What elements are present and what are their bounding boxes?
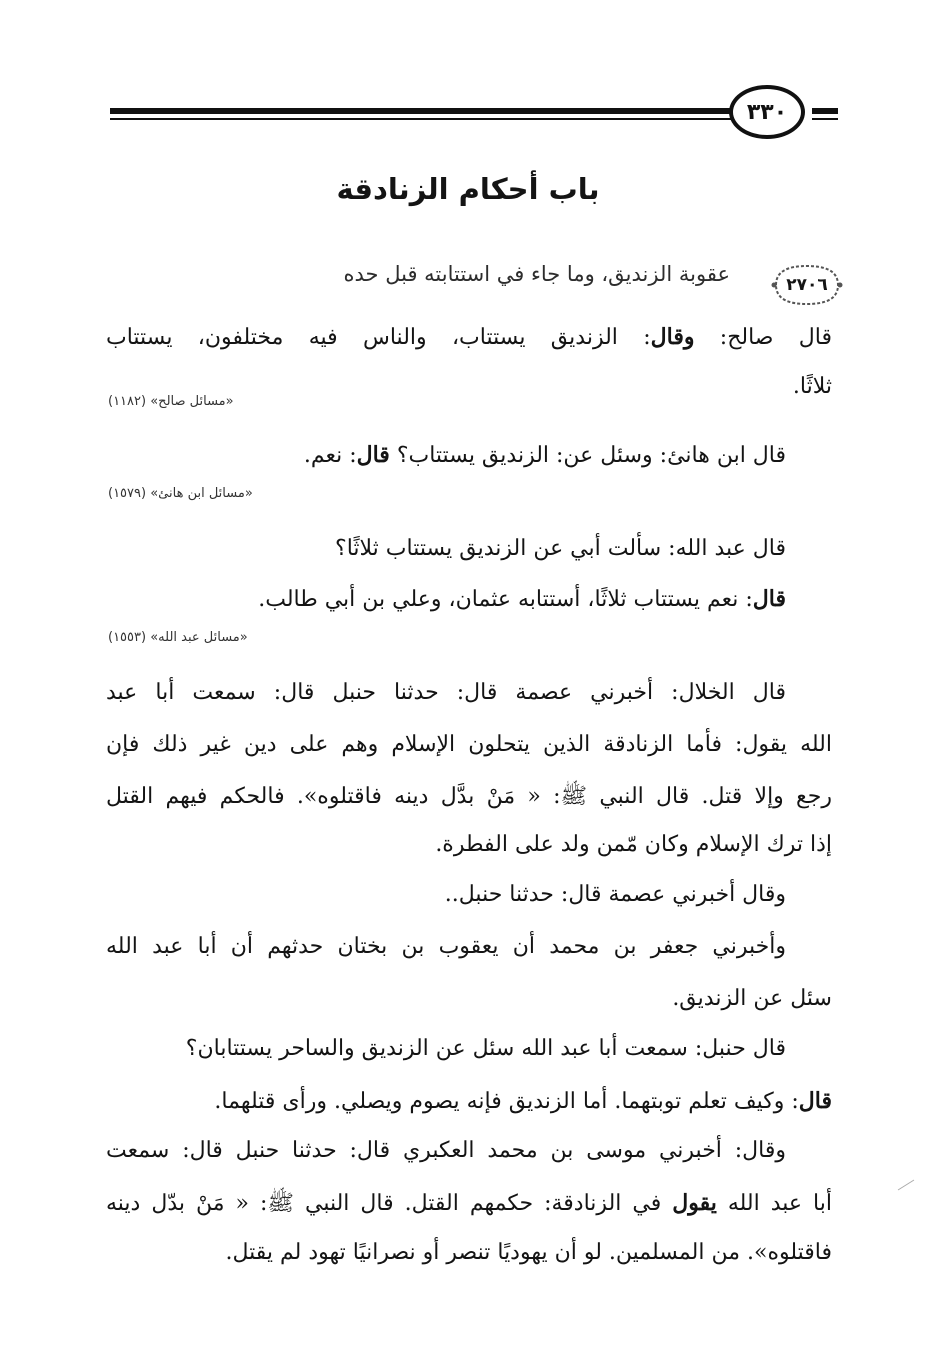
paragraph-line: فاقتلوه». من المسلمين. لو أن يهوديًا تنصر أو نصرانيًا تهود لم يقتل. [225,1240,832,1265]
header-rule-thin [110,118,732,120]
paragraph-line: ثلاثًا. [792,374,832,399]
paragraph-line: قال: وكيف تعلم توبتهما. أما الزنديق فإنه يصوم ويصلي. ورأى قتلهما. [214,1088,832,1114]
paragraph-line: وأخبرني جعفر بن محمد أن يعقوب بن بختان حدثهم أن أبا عبد الله [106,934,786,959]
page-number-badge [729,85,805,139]
section-heading: عقوبة الزنديق، وما جاء في استتابته قبل حده [343,262,730,286]
header-rule-thick [110,108,732,114]
paragraph-line: قال عبد الله: سألت أبي عن الزنديق يستتاب ثلاثًا؟ [335,536,786,561]
source-citation: «مسائل ابن هانئ» (١٥٧٩) [108,486,253,501]
paragraph-line: رجع وإلا قتل. قال النبي ﷺ: « مَنْ بدَّل دينه فاقتلوه». فالحكم فيهم القتل [106,784,832,809]
paragraph-line: قال: نعم يستتاب ثلاثًا، أستتابه عثمان، وعلي بن أبي طالب. [258,586,786,612]
paragraph-line: أبا عبد الله يقول في الزنادقة: حكمهم القتل. قال النبي ﷺ: « مَنْ بدّل دينه [106,1190,832,1216]
paragraph-line: قال حنبل: سمعت أبا عبد الله سئل عن الزنديق والساحر يستتابان؟ [185,1036,786,1061]
page-number: ٣٣٠ [746,99,788,125]
margin-mark-icon [896,1178,916,1192]
paragraph-line: قال صالح: وقال: الزنديق يستتاب، والناس فيه مختلفون، يستتاب [106,324,833,350]
header-rule-right-thin [812,118,838,120]
paragraph-line: إذا ترك الإسلام وكان مّمن ولد على الفطرة. [435,832,832,857]
paragraph-line: قال ابن هانئ: وسئل عن: الزنديق يستتاب؟ قال: نعم. [303,442,786,468]
source-citation: «مسائل صالح» (١١٨٢) [108,394,234,409]
paragraph-line: الله يقول: فأما الزنادقة الذين يتحلون الإسلام وهم على دين غير ذلك فإن [106,732,832,757]
paragraph-line: وقال: أخبرني موسى بن محمد العكبري قال: حدثنا حنبل قال: سمعت [106,1138,786,1163]
section-number-badge [770,262,844,308]
paragraph-line: وقال أخبرني عصمة قال: حدثنا حنبل.. [444,882,786,907]
chapter-title: باب أحكام الزنادقة [336,172,600,206]
paragraph-line: قال الخلال: أخبرني عصمة قال: حدثنا حنبل قال: سمعت أبا عبد [106,680,786,705]
header-rule-right-thick [812,108,838,114]
paragraph-line: سئل عن الزنديق. [672,986,832,1011]
source-citation: «مسائل عبد الله» (١٥٥٣) [108,630,248,645]
section-number: ٢٧٠٦ [786,275,828,295]
